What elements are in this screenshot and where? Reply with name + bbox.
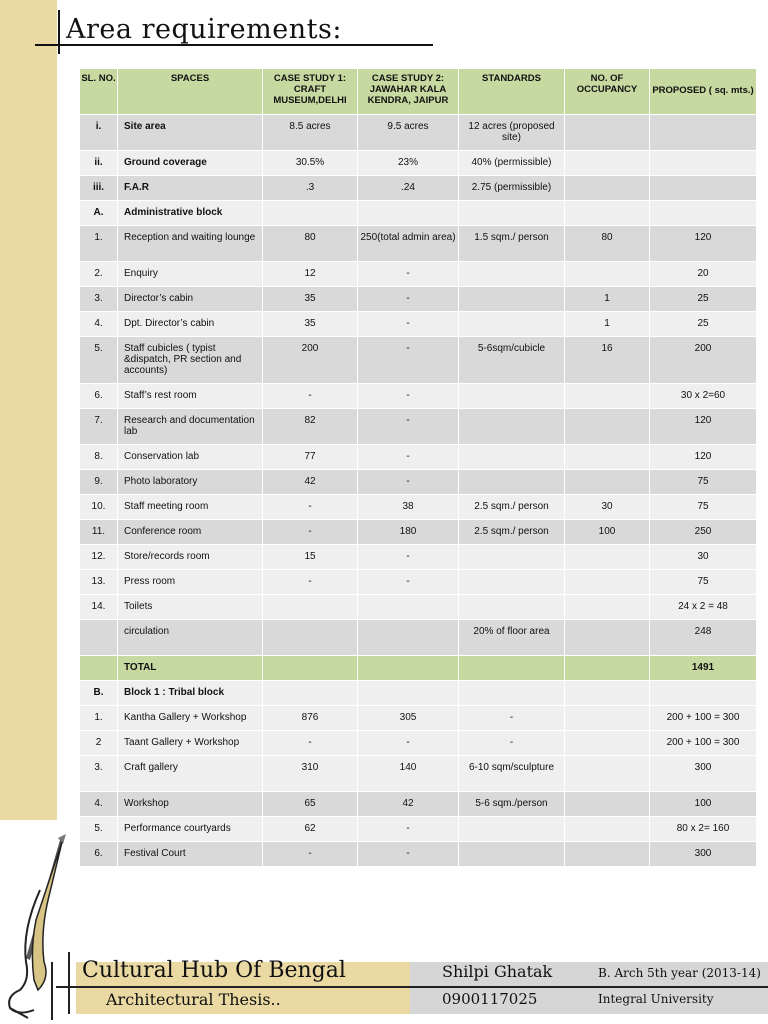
cell-sl-no: 1. [80,226,118,262]
cell-sl-no: 10. [80,495,118,520]
cell-space: Staff cubicles ( typist &dispatch, PR section and accounts) [118,337,263,384]
cell-case-study-2: - [358,817,459,842]
cell-occupancy [565,262,650,287]
table-row [80,287,757,312]
cell-space: Staff’s rest room [118,384,263,409]
cell-sl-no: i. [80,115,118,151]
cell-standards [459,312,565,337]
cell-case-study-1: 77 [263,445,358,470]
cell-occupancy [565,445,650,470]
cell-case-study-2: - [358,470,459,495]
table-row [80,842,757,867]
cell-proposed [650,151,757,176]
cell-sl-no: iii. [80,176,118,201]
cell-sl-no: 3. [80,756,118,792]
cell-case-study-2 [358,595,459,620]
cell-case-study-2: - [358,409,459,445]
cell-proposed: 200 + 100 = 300 [650,731,757,756]
cell-case-study-1: - [263,842,358,867]
cell-case-study-1: 65 [263,792,358,817]
title-vertical-rule [58,10,60,54]
cell-space: Craft gallery [118,756,263,792]
cell-standards [459,262,565,287]
cell-sl-no: 4. [80,312,118,337]
cell-standards [459,201,565,226]
cell-space: Conservation lab [118,445,263,470]
cell-case-study-1: 42 [263,470,358,495]
cell-sl-no [80,656,118,681]
table-row [80,201,757,226]
cell-sl-no: 13. [80,570,118,595]
cell-sl-no: 11. [80,520,118,545]
cell-occupancy [565,656,650,681]
cell-sl-no: 14. [80,595,118,620]
cell-sl-no [80,620,118,656]
table-row [80,495,757,520]
cell-occupancy [565,706,650,731]
cell-proposed: 300 [650,842,757,867]
cell-case-study-1 [263,201,358,226]
cell-standards [459,545,565,570]
cell-case-study-1: 35 [263,287,358,312]
cell-standards: 5-6 sqm./person [459,792,565,817]
cell-proposed [650,176,757,201]
cell-case-study-2: - [358,445,459,470]
cell-space: Director’s cabin [118,287,263,312]
cell-case-study-1: 12 [263,262,358,287]
cell-space: Kantha Gallery + Workshop [118,706,263,731]
cell-standards: 5-6sqm/cubicle [459,337,565,384]
cell-sl-no: 6. [80,842,118,867]
author-name: Shilpi Ghatak [442,962,553,981]
cell-proposed: 120 [650,226,757,262]
cell-occupancy: 80 [565,226,650,262]
cell-sl-no: ii. [80,151,118,176]
cell-case-study-1: 80 [263,226,358,262]
cell-proposed: 75 [650,495,757,520]
cell-standards [459,409,565,445]
cell-case-study-2: 42 [358,792,459,817]
cell-case-study-2: 9.5 acres [358,115,459,151]
cell-standards: - [459,706,565,731]
cell-occupancy [565,201,650,226]
cell-standards [459,384,565,409]
cell-occupancy [565,409,650,445]
cell-standards [459,681,565,706]
cell-case-study-2: - [358,570,459,595]
cell-case-study-1: 876 [263,706,358,731]
header-case-study-2: CASE STUDY 2: JAWAHAR KALA KENDRA, JAIPUR [358,69,459,115]
cell-case-study-2: - [358,384,459,409]
footer-vertical-rule [68,952,70,1014]
header-spaces: SPACES [118,69,263,115]
cell-sl-no: 9. [80,470,118,495]
cell-proposed: 200 + 100 = 300 [650,706,757,731]
cell-proposed: 75 [650,570,757,595]
cell-proposed: 120 [650,445,757,470]
header-proposed: PROPOSED ( sq. mts.) [650,69,757,115]
header-standards: STANDARDS [459,69,565,115]
table-row [80,470,757,495]
cell-proposed: 100 [650,792,757,817]
cell-standards: 2.5 sqm./ person [459,520,565,545]
table-row [80,262,757,287]
cell-occupancy [565,681,650,706]
cell-space: Enquiry [118,262,263,287]
table-header-row [80,69,757,115]
cell-case-study-1: 8.5 acres [263,115,358,151]
cell-proposed: 250 [650,520,757,545]
table-row [80,520,757,545]
cell-space: F.A.R [118,176,263,201]
cell-standards [459,817,565,842]
course-info: B. Arch 5th year (2013-14) [598,966,761,980]
header-occupancy: NO. OF OCCUPANCY [565,69,650,115]
cell-occupancy [565,176,650,201]
cell-proposed: 20 [650,262,757,287]
side-strip [0,0,57,820]
cell-proposed: 1491 [650,656,757,681]
cell-case-study-2: - [358,731,459,756]
cell-occupancy [565,115,650,151]
cell-case-study-2: 250(total admin area) [358,226,459,262]
cell-space: Conference room [118,520,263,545]
cell-case-study-2: - [358,842,459,867]
cell-occupancy [565,595,650,620]
cell-case-study-2 [358,656,459,681]
cell-case-study-1: 82 [263,409,358,445]
cell-case-study-2: 180 [358,520,459,545]
cell-standards [459,445,565,470]
cell-proposed [650,115,757,151]
cell-proposed: 25 [650,312,757,337]
cell-standards: 1.5 sqm./ person [459,226,565,262]
cell-case-study-1: - [263,384,358,409]
cell-sl-no: 8. [80,445,118,470]
cell-case-study-1: 62 [263,817,358,842]
cell-proposed: 200 [650,337,757,384]
cell-case-study-1: 35 [263,312,358,337]
cell-sl-no: 4. [80,792,118,817]
cell-standards: - [459,731,565,756]
cell-space: Toilets [118,595,263,620]
header-sl-no: SL. NO. [80,69,118,115]
cell-space: Press room [118,570,263,595]
cell-standards: 20% of floor area [459,620,565,656]
area-requirements-table [79,68,757,867]
cell-standards: 12 acres (proposed site) [459,115,565,151]
table-row [80,706,757,731]
cell-space: Taant Gallery + Workshop [118,731,263,756]
cell-case-study-1: 200 [263,337,358,384]
cell-case-study-1: .3 [263,176,358,201]
cell-occupancy [565,545,650,570]
cell-case-study-1: - [263,731,358,756]
cell-case-study-2 [358,681,459,706]
table-row [80,384,757,409]
cell-case-study-2: - [358,312,459,337]
table-row [80,545,757,570]
table-row [80,570,757,595]
cell-case-study-2 [358,620,459,656]
cell-standards [459,287,565,312]
cell-occupancy [565,470,650,495]
cell-sl-no: 5. [80,337,118,384]
cell-space: Store/records room [118,545,263,570]
project-title: Cultural Hub Of Bengal [82,958,346,983]
cell-case-study-2: - [358,337,459,384]
cell-standards [459,470,565,495]
cell-case-study-2 [358,201,459,226]
cell-sl-no: 3. [80,287,118,312]
table-row [80,176,757,201]
cell-occupancy [565,756,650,792]
cell-standards: 40% (permissible) [459,151,565,176]
cell-sl-no: A. [80,201,118,226]
cell-sl-no: 2 [80,731,118,756]
cell-space: Block 1 : Tribal block [118,681,263,706]
cell-space: Staff meeting room [118,495,263,520]
cell-proposed: 80 x 2= 160 [650,817,757,842]
table-row [80,445,757,470]
cell-case-study-2: - [358,545,459,570]
cell-occupancy [565,570,650,595]
cell-case-study-2: .24 [358,176,459,201]
table-row [80,817,757,842]
cell-standards: 2.75 (permissible) [459,176,565,201]
cell-case-study-1: 30.5% [263,151,358,176]
cell-occupancy: 30 [565,495,650,520]
cell-standards [459,656,565,681]
cell-case-study-1 [263,620,358,656]
table-row [80,756,757,792]
cell-space: Administrative block [118,201,263,226]
cell-case-study-2: - [358,262,459,287]
table-row [80,731,757,756]
cell-space: TOTAL [118,656,263,681]
cell-standards [459,570,565,595]
cell-occupancy [565,792,650,817]
cell-proposed: 24 x 2 = 48 [650,595,757,620]
cell-standards: 2.5 sqm./ person [459,495,565,520]
cell-occupancy [565,817,650,842]
cell-sl-no: 1. [80,706,118,731]
table-row [80,226,757,262]
cell-sl-no: 2. [80,262,118,287]
university-name: Integral University [598,992,714,1006]
cell-proposed: 300 [650,756,757,792]
cell-case-study-2: - [358,287,459,312]
table-row [80,337,757,384]
cell-case-study-2: 140 [358,756,459,792]
cell-space: Research and documentation lab [118,409,263,445]
cell-sl-no: 12. [80,545,118,570]
cell-sl-no: 7. [80,409,118,445]
cell-space: Ground coverage [118,151,263,176]
cell-occupancy [565,731,650,756]
cell-space: circulation [118,620,263,656]
cell-occupancy [565,842,650,867]
table-row [80,620,757,656]
table-row [80,312,757,337]
footer-band [76,958,768,1014]
table-row [80,409,757,445]
table-row [80,792,757,817]
cell-sl-no: 6. [80,384,118,409]
cell-case-study-1 [263,681,358,706]
page-title: Area requirements: [66,14,342,45]
cell-case-study-1: - [263,520,358,545]
cell-occupancy: 100 [565,520,650,545]
cell-case-study-1: - [263,570,358,595]
project-subtitle: Architectural Thesis.. [106,990,281,1009]
cell-case-study-2: 23% [358,151,459,176]
cell-occupancy: 16 [565,337,650,384]
cell-occupancy [565,620,650,656]
footer-horizontal-rule [56,986,768,988]
cell-space: Site area [118,115,263,151]
cell-proposed: 120 [650,409,757,445]
cell-occupancy: 1 [565,312,650,337]
cell-case-study-1 [263,595,358,620]
cell-space: Festival Court [118,842,263,867]
table-body [80,115,757,867]
cell-proposed [650,681,757,706]
cell-occupancy [565,384,650,409]
cell-case-study-1 [263,656,358,681]
cell-proposed: 30 [650,545,757,570]
cell-standards [459,842,565,867]
table-row [80,151,757,176]
cell-case-study-1: 15 [263,545,358,570]
cell-case-study-2: 38 [358,495,459,520]
cell-sl-no: 5. [80,817,118,842]
cell-space: Photo laboratory [118,470,263,495]
cell-case-study-1: - [263,495,358,520]
cell-proposed [650,201,757,226]
cell-space: Performance courtyards [118,817,263,842]
cell-proposed: 75 [650,470,757,495]
cell-proposed: 248 [650,620,757,656]
cell-case-study-1: 310 [263,756,358,792]
cell-case-study-2: 305 [358,706,459,731]
header-case-study-1: CASE STUDY 1: CRAFT MUSEUM,DELHI [263,69,358,115]
cell-standards: 6-10 sqm/sculpture [459,756,565,792]
cell-occupancy: 1 [565,287,650,312]
cell-occupancy [565,151,650,176]
table-row [80,595,757,620]
table-row [80,681,757,706]
cell-space: Dpt. Director’s cabin [118,312,263,337]
cell-proposed: 30 x 2=60 [650,384,757,409]
cell-sl-no: B. [80,681,118,706]
cell-standards [459,595,565,620]
cell-space: Workshop [118,792,263,817]
table-row [80,115,757,151]
cell-space: Reception and waiting lounge [118,226,263,262]
cell-proposed: 25 [650,287,757,312]
author-phone: 0900117025 [442,990,538,1008]
table-row [80,656,757,681]
